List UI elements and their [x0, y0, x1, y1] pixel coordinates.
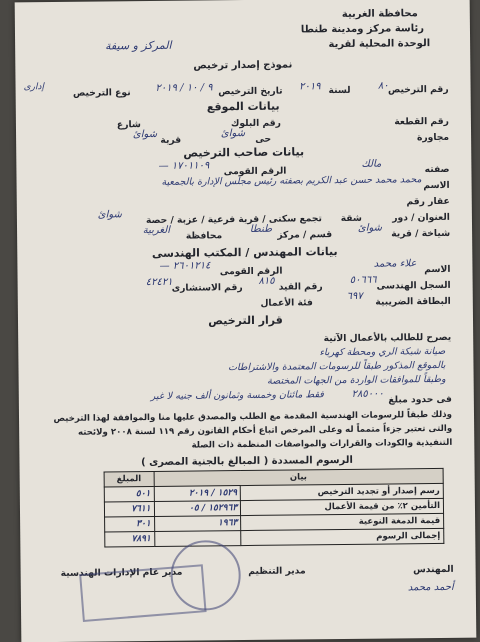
neighborhood-value: شوائ — [357, 222, 383, 234]
nearby-label: مجاورة — [416, 131, 450, 144]
engineer-national-id: ٢٦٠١٢١٤ — — [159, 260, 211, 272]
header-local-unit-handwritten: المركز و سيفة — [105, 38, 172, 53]
decision-paragraph-2: والتى تعتبر جزءاً متمماً له وعلى المرخص اتباع أحكام القانون رقم ١١٩ لسنة ٢٠٠٨ ولائحته — [77, 423, 453, 438]
owner-heading: بيانات صاحب الترخيص — [183, 145, 305, 160]
director-signature-label: مدير عام الإدارات الهندسية — [60, 566, 183, 579]
license-year: ٢٠١٩ — [299, 81, 321, 93]
fees-table — [104, 468, 445, 548]
license-type: إدارى — [23, 82, 45, 93]
amount-label: فى حدود مبلغ — [388, 393, 452, 406]
license-number: ٨٠ — [377, 80, 389, 92]
village-label: قرية — [160, 134, 182, 146]
section-label: قسم / مركز — [277, 229, 333, 241]
capacity-value: مالك — [361, 158, 382, 170]
works-line-1: صيانة شبكة الري ومحطة كهرباء — [319, 345, 446, 359]
header-council: رئاسة مركز ومدينة طنطا — [300, 23, 425, 36]
property-label: عقار رقم — [406, 195, 450, 208]
district-label: حى — [255, 133, 272, 145]
fees-row-description: التأمين ٢٪ من قيمة الأعمال — [241, 498, 444, 515]
engineer-national-id-label: الرقم القومى — [219, 265, 283, 278]
owner-national-id-label: الرقم القومى — [223, 165, 287, 178]
governorate-label: محافظة — [185, 230, 223, 242]
fees-col-description: بيان — [154, 468, 444, 486]
owner-name-label: الاسم — [423, 179, 450, 192]
license-number-label: رقم الترخيص — [387, 83, 449, 96]
fees-row-note: ١٩٦٣ — [154, 516, 241, 532]
works-line-2: بالموقع المذكور طبقاً للرسومات المعتمدة والاشتراطات — [227, 359, 446, 374]
fees-col-amount: المبلغ — [104, 471, 154, 487]
reg-no-label: رقم القيد — [278, 281, 323, 293]
address-label: العنوان / دور — [392, 211, 450, 224]
header-governorate: محافظة الغربية — [341, 8, 418, 20]
license-year-label: لسنة — [328, 84, 351, 97]
owner-national-id: ١٧٠١١٠٩ — — [158, 160, 210, 172]
consultant-label: رقم الاستشارى — [171, 282, 243, 294]
capacity-label: صفته — [424, 163, 450, 176]
fees-row-description: رسم إصدار أو تجديد الترخيص — [240, 483, 443, 500]
license-document — [15, 0, 477, 642]
decision-paragraph-1: وذلك طبقاً للرسومات الهندسية المقدمة مع الطلب والمصدق عليها منا والموافقة لهذا الترخيص — [53, 409, 453, 425]
fees-row-note: ١٥٢٩ / ٢٠١٩ — [154, 486, 241, 502]
amount-value: ٢٨٥٠٠٠ — [351, 388, 384, 400]
neighborhood-label: شياخة / قرية — [391, 227, 451, 240]
form-title: نموذج إصدار ترخيص — [193, 59, 293, 72]
fees-total-label: إجمالى الرسوم — [241, 528, 444, 545]
governorate-value: الغربية — [142, 224, 171, 237]
fees-row-description: قيمة الدمغة النوعية — [241, 513, 444, 530]
license-type-label: نوع الترخيص — [72, 87, 131, 99]
tax-card-label: البطاقة الضريبية — [375, 295, 451, 308]
header-local-unit: الوحدة المحلية لقرية — [328, 38, 431, 51]
block-label: رقم البلوك — [230, 117, 281, 130]
fees-total-row — [105, 528, 444, 547]
registry-value: ٥٠٦٦٦ — [349, 274, 377, 286]
apartment-label: شقة — [340, 212, 362, 224]
complex-value: شوائ — [97, 209, 122, 221]
decision-heading: قرار الترخيص — [208, 313, 283, 328]
amount-words: فقط مائتان وخمسة وثمانون ألف جنيه لا غير — [150, 389, 324, 402]
engineer-name-label: الاسم — [424, 263, 451, 276]
plot-label: رقم القطعة — [394, 115, 449, 128]
street-label: شارع — [116, 119, 142, 131]
license-date-label: تاريخ الترخيص — [218, 85, 283, 98]
works-line-3: وطبقاً للموافقات الواردة من الجهات المختصة — [267, 373, 446, 387]
decision-intro: يصرح للطالب بالأعمال الآتية — [323, 331, 452, 345]
work-category-label: فئة الأعمال — [260, 297, 313, 309]
reg-no-value: ٨١٥ — [258, 275, 275, 287]
fees-total-amount: ٧٨٩١ — [105, 531, 155, 547]
tax-card-value: ٦٩٧ — [346, 290, 363, 302]
engineer-heading: بيانات المهندس / المكتب الهندسى — [151, 245, 338, 260]
fees-row-amount: ٥٠١ — [104, 486, 154, 502]
engineer-signature-label: المهندس — [413, 563, 454, 576]
organizer-signature-label: مدير التنظيم — [248, 565, 306, 577]
official-rectangular-stamp — [79, 564, 206, 622]
engineer-name: علاء محمد — [373, 258, 417, 270]
consultant-value: ٤٢٤٢١ — [145, 276, 173, 289]
village-value: شوائ — [132, 128, 158, 141]
section-value: طنطا — [249, 223, 273, 235]
fees-heading: الرسوم المسددة ( المبالغ بالجنية المصرى ) — [140, 454, 353, 469]
fees-row-amount: ٧٦١١ — [104, 501, 154, 517]
site-heading: بيانات الموقع — [206, 99, 280, 114]
complex-label: تجمع سكنى / قرية فرعية / عزبة / حصة — [145, 213, 323, 227]
fees-row-amount: ٣٠١ — [105, 516, 155, 532]
fees-row-note: ١٥٢٩٦٣ / ٠٥ — [154, 501, 241, 517]
engineer-signature: أحمد محمد — [407, 581, 454, 594]
district-value: شوائ — [220, 127, 246, 140]
registry-label: السجل الهندسى — [376, 279, 451, 292]
license-date: ٩ / ١٠ / ٢٠١٩ — [155, 82, 213, 94]
owner-name: محمد محمد حسن عبد الكريم بصفته رئيس مجلس الإدارة بالجمعية — [161, 174, 422, 188]
decision-paragraph-3: التنفيذية والكودات والقرارات والمواصفات المنظمة ذات الصلة — [191, 437, 453, 451]
